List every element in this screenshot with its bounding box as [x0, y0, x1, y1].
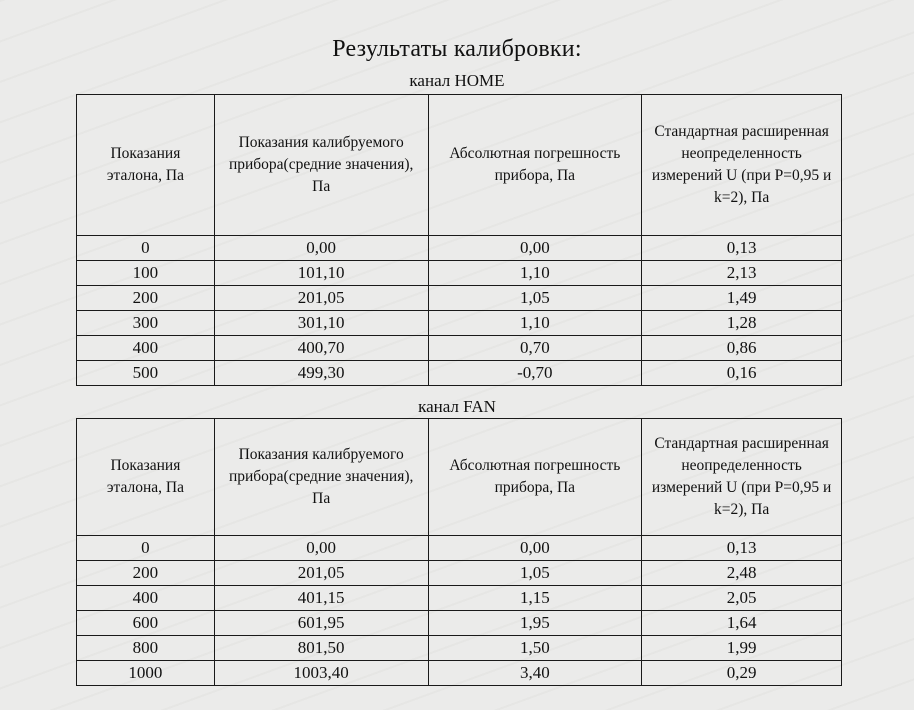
cell-absolute-error: 1,05 — [428, 561, 642, 586]
cell-absolute-error: 1,05 — [428, 286, 642, 311]
header-reference-reading: Показания эталона, Па — [77, 95, 215, 236]
cell-reference-reading: 400 — [77, 586, 215, 611]
table-header-row — [77, 419, 842, 536]
table-row — [77, 261, 842, 286]
cell-uncertainty: 0,86 — [642, 336, 842, 361]
cell-uncertainty: 1,49 — [642, 286, 842, 311]
cell-absolute-error: 1,15 — [428, 586, 642, 611]
cell-device-reading: 601,95 — [214, 611, 428, 636]
cell-absolute-error: -0,70 — [428, 361, 642, 386]
table-row — [77, 236, 842, 261]
cell-absolute-error: 1,10 — [428, 311, 642, 336]
cell-uncertainty: 2,48 — [642, 561, 842, 586]
cell-uncertainty: 2,13 — [642, 261, 842, 286]
table-row — [77, 611, 842, 636]
calibration-table-home — [76, 94, 842, 386]
table-row — [77, 661, 842, 686]
cell-device-reading: 0,00 — [214, 536, 428, 561]
cell-device-reading: 101,10 — [214, 261, 428, 286]
table-body — [77, 236, 842, 386]
cell-uncertainty: 0,29 — [642, 661, 842, 686]
cell-reference-reading: 300 — [77, 311, 215, 336]
table-row — [77, 586, 842, 611]
table-row — [77, 561, 842, 586]
table-row — [77, 636, 842, 661]
table-body — [77, 536, 842, 686]
cell-absolute-error: 3,40 — [428, 661, 642, 686]
header-reference-reading: Показания эталона, Па — [77, 419, 215, 536]
table-header-row — [77, 95, 842, 236]
header-device-reading: Показания калибруемого прибора(средние значения), Па — [214, 95, 428, 236]
header-device-reading: Показания калибруемого прибора(средние значения), Па — [214, 419, 428, 536]
cell-reference-reading: 500 — [77, 361, 215, 386]
cell-absolute-error: 0,00 — [428, 536, 642, 561]
cell-device-reading: 499,30 — [214, 361, 428, 386]
header-uncertainty: Стандартная расширенная неопределенность измерений U (при P=0,95 и k=2), Па — [642, 95, 842, 236]
cell-reference-reading: 400 — [77, 336, 215, 361]
table-row — [77, 361, 842, 386]
cell-uncertainty: 0,13 — [642, 536, 842, 561]
cell-absolute-error: 1,10 — [428, 261, 642, 286]
cell-device-reading: 0,00 — [214, 236, 428, 261]
cell-reference-reading: 100 — [77, 261, 215, 286]
cell-device-reading: 201,05 — [214, 561, 428, 586]
header-uncertainty: Стандартная расширенная неопределенность измерений U (при P=0,95 и k=2), Па — [642, 419, 842, 536]
cell-absolute-error: 1,95 — [428, 611, 642, 636]
cell-reference-reading: 200 — [77, 561, 215, 586]
cell-device-reading: 801,50 — [214, 636, 428, 661]
cell-device-reading: 301,10 — [214, 311, 428, 336]
cell-uncertainty: 1,64 — [642, 611, 842, 636]
header-absolute-error: Абсолютная погрешность прибора, Па — [428, 95, 642, 236]
table-row — [77, 336, 842, 361]
cell-device-reading: 201,05 — [214, 286, 428, 311]
cell-uncertainty: 1,28 — [642, 311, 842, 336]
table-row — [77, 311, 842, 336]
channel-home-label: канал HOME — [409, 71, 505, 90]
cell-uncertainty: 2,05 — [642, 586, 842, 611]
page-title: Результаты калибровки: — [332, 36, 582, 62]
cell-reference-reading: 800 — [77, 636, 215, 661]
cell-device-reading: 400,70 — [214, 336, 428, 361]
table-row — [77, 536, 842, 561]
cell-absolute-error: 0,70 — [428, 336, 642, 361]
cell-uncertainty: 1,99 — [642, 636, 842, 661]
cell-reference-reading: 0 — [77, 236, 215, 261]
cell-reference-reading: 200 — [77, 286, 215, 311]
cell-absolute-error: 1,50 — [428, 636, 642, 661]
header-absolute-error: Абсолютная погрешность прибора, Па — [428, 419, 642, 536]
channel-fan-label: канал FAN — [418, 397, 496, 416]
cell-device-reading: 401,15 — [214, 586, 428, 611]
cell-reference-reading: 1000 — [77, 661, 215, 686]
cell-uncertainty: 0,13 — [642, 236, 842, 261]
cell-device-reading: 1003,40 — [214, 661, 428, 686]
cell-reference-reading: 600 — [77, 611, 215, 636]
cell-uncertainty: 0,16 — [642, 361, 842, 386]
cell-reference-reading: 0 — [77, 536, 215, 561]
cell-absolute-error: 0,00 — [428, 236, 642, 261]
table-row — [77, 286, 842, 311]
calibration-table-fan — [76, 418, 842, 686]
